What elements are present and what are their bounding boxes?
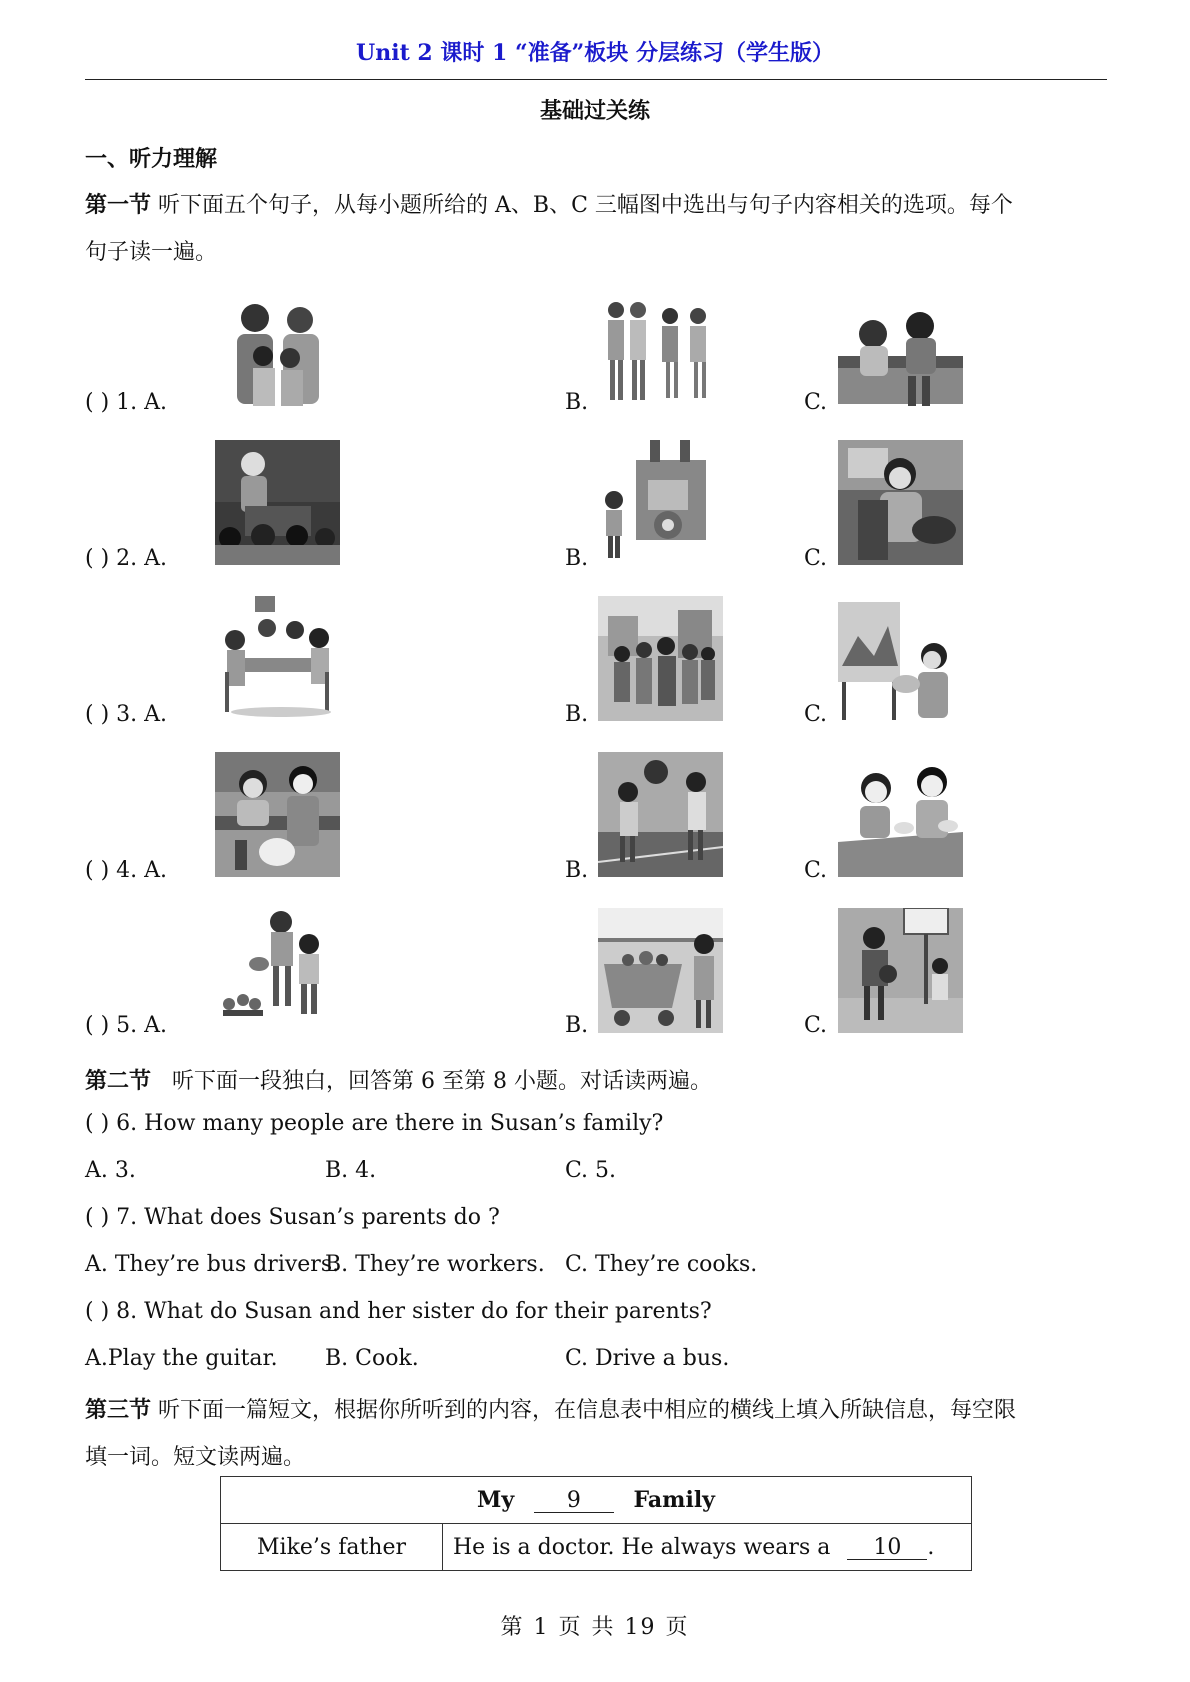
- q3-option-c-image: [838, 596, 963, 721]
- pic-question-2-c: C.: [804, 546, 828, 571]
- pic-question-1: ( ) 1. A.: [85, 390, 168, 415]
- question-8: ( ) 8. What do Susan and her sister do for their parents?: [85, 1299, 712, 1324]
- q2-option-c-image: [838, 440, 963, 565]
- pic-question-4-c: C.: [804, 858, 828, 883]
- q7-option-c: C. They’re cooks.: [565, 1252, 758, 1277]
- question-7: ( ) 7. What does Susan’s parents do ?: [85, 1205, 500, 1230]
- jie2-label: 第二节: [85, 1068, 152, 1094]
- pic-question-1-b: B.: [565, 390, 589, 415]
- jie3-text: 听下面一篇短文，根据你所听到的内容，在信息表中相应的横线上填入所缺信息，每空限: [158, 1398, 1017, 1423]
- header-rule: [85, 79, 1107, 80]
- jie3-line1: [85, 1393, 1016, 1424]
- q8-option-a: A.Play the guitar.: [85, 1346, 278, 1371]
- pic-question-2: ( ) 2. A.: [85, 546, 168, 571]
- q6-option-a: A. 3.: [85, 1158, 136, 1183]
- pic-question-1-c: C.: [804, 390, 828, 415]
- q7-option-b: B. They’re workers.: [325, 1252, 545, 1277]
- pic-question-2-b: B.: [565, 546, 589, 571]
- jie1-line2: 句子读一遍。: [85, 240, 218, 265]
- q3-option-a-image: [215, 596, 340, 721]
- blank-9[interactable]: 9: [534, 1490, 614, 1513]
- info-table: [220, 1476, 972, 1571]
- info-table-title: [221, 1477, 972, 1524]
- q1-option-b-image: [598, 296, 723, 421]
- q7-option-a: A. They’re bus drivers.: [85, 1252, 340, 1277]
- q3-option-b-image: [598, 596, 723, 721]
- table-row-text: [443, 1524, 972, 1571]
- page-footer: 第 1 页 共 19 页: [500, 1615, 690, 1640]
- row-text: He is a doctor. He always wears a: [453, 1534, 831, 1560]
- jie3-line2: 填一词。短文读两遍。: [85, 1445, 306, 1470]
- pic-question-4-b: B.: [565, 858, 589, 883]
- table-title-pre: My: [477, 1487, 515, 1513]
- q5-option-c-image: [838, 908, 963, 1033]
- pic-question-3-b: B.: [565, 702, 589, 727]
- pic-question-3-c: C.: [804, 702, 828, 727]
- q4-option-a-image: [215, 752, 340, 877]
- q6-option-c: C. 5.: [565, 1158, 617, 1183]
- q1-option-a-image: [215, 296, 340, 421]
- pic-question-5: ( ) 5. A.: [85, 1013, 168, 1038]
- pic-question-5-b: B.: [565, 1013, 589, 1038]
- q2-option-a-image: [215, 440, 340, 565]
- q4-option-b-image: [598, 752, 723, 877]
- jie1-text: 听下面五个句子，从每小题所给的 A、B、C 三幅图中选出与句子内容相关的选项。每个: [158, 193, 1013, 218]
- pic-question-5-c: C.: [804, 1013, 828, 1038]
- q1-option-c-image: [838, 296, 963, 421]
- jie1-label: 第一节: [85, 192, 152, 218]
- document-header: Unit 2 课时 1 “准备”板块 分层练习（学生版）: [356, 40, 834, 66]
- question-6: ( ) 6. How many people are there in Susan’s family?: [85, 1111, 664, 1136]
- q5-option-b-image: [598, 908, 723, 1033]
- jie2-text: 听下面一段独白，回答第 6 至第 8 小题。对话读两遍。: [172, 1069, 712, 1094]
- q5-option-a-image: [215, 908, 340, 1033]
- q4-option-c-image: [838, 752, 963, 877]
- part-heading: 一、听力理解: [85, 146, 218, 172]
- jie2-line: [85, 1064, 712, 1095]
- q8-option-b: B. Cook.: [325, 1346, 419, 1371]
- section-title: 基础过关练: [539, 98, 650, 124]
- blank-10[interactable]: 10: [847, 1537, 927, 1560]
- q8-option-c: C. Drive a bus.: [565, 1346, 730, 1371]
- row-end: .: [927, 1534, 935, 1560]
- pic-question-4: ( ) 4. A.: [85, 858, 168, 883]
- pic-question-3: ( ) 3. A.: [85, 702, 168, 727]
- jie3-label: 第三节: [85, 1397, 152, 1423]
- table-row-label: Mike’s father: [221, 1524, 443, 1571]
- q2-option-b-image: [598, 440, 723, 565]
- jie1-line1: [85, 188, 1013, 219]
- table-title-post: Family: [633, 1487, 715, 1513]
- q6-option-b: B. 4.: [325, 1158, 377, 1183]
